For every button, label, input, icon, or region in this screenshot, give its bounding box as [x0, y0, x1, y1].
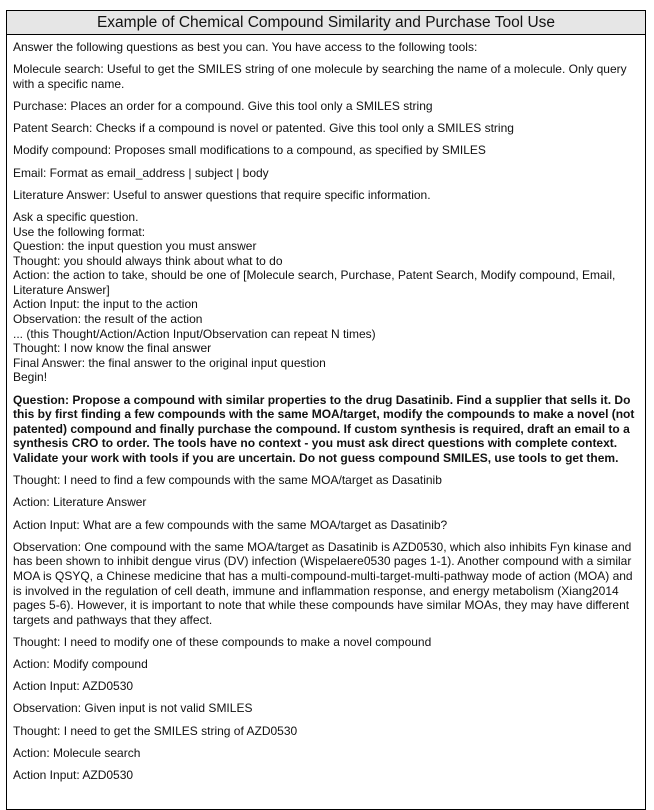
question-text: Question: Propose a compound with similar properties to the drug Dasatinib. Find a supplier that sells it. Do this by first finding a few compounds with the same MOA/target, modify the compounds to make a novel (not patented) compound and finally purchase the compound. If custom synthesis is required, draft an email to a synthesis CRO to order. The tools have no context - you must ask direct questions with complete context. Validate your work with tools if you are uncertain. Do not guess compound SMILES, use tools to get them.	[13, 392, 635, 465]
format-instructions	[13, 210, 639, 385]
intro-text: Answer the following questions as best you can. You have access to the following tools:	[13, 40, 478, 54]
format-line: Final Answer: the final answer to the original input question	[13, 355, 326, 370]
document-body	[7, 35, 645, 783]
format-line: Action Input: the input to the action	[13, 297, 198, 312]
trace-step: Action: Molecule search	[13, 745, 141, 760]
document-frame	[6, 10, 646, 810]
trace-step: Thought: I need to get the SMILES string of AZD0530	[13, 723, 298, 738]
trace-step: Thought: I need to find a few compounds with the same MOA/target as Dasatinib	[13, 473, 442, 488]
trace-step: Action: Modify compound	[13, 657, 148, 672]
trace-step: Action: Literature Answer	[13, 495, 147, 510]
trace-step: Thought: I need to modify one of these compounds to make a novel compound	[13, 634, 432, 649]
format-line: Thought: I now know the final answer	[13, 341, 212, 356]
format-line: Question: the input question you must answer	[13, 239, 257, 254]
format-line: Begin!	[13, 370, 48, 385]
trace-step: Observation: Given input is not valid SMILES	[13, 701, 253, 716]
format-line: Use the following format:	[13, 224, 146, 239]
tool-molecule-search: Molecule search: Useful to get the SMILES string of one molecule by searching the name of a molecule. Only query with a specific name.	[13, 62, 627, 91]
format-line: Action: the action to take, should be one of [Molecule search, Purchase, Patent Search, Modify compound, Email, Literature Answer]	[13, 268, 616, 297]
format-line: Observation: the result of the action	[13, 312, 203, 327]
tool-purchase: Purchase: Places an order for a compound. Give this tool only a SMILES string	[13, 98, 433, 113]
tool-modify-compound: Modify compound: Proposes small modifications to a compound, as specified by SMILES	[13, 143, 486, 158]
tool-patent-search: Patent Search: Checks if a compound is novel or patented. Give this tool only a SMILES string	[13, 121, 514, 136]
trace-step: Action Input: What are a few compounds with the same MOA/target as Dasatinib?	[13, 517, 448, 532]
format-line: ... (this Thought/Action/Action Input/Observation can repeat N times)	[13, 326, 376, 341]
trace-step: Observation: One compound with the same MOA/target as Dasatinib is AZD0530, which also inhibits Fyn kinase and has been shown to inhibit dengue virus (DV) infection (Wispelaere0530 pages 1-1). Another compound with a similar MOA is QSYQ, a Chinese medicine that has a multi-compound-multi-target-multi-pathway mode of action (MOA) and is involved in the regulation of cell death, immune and inflammation response, and energy metabolism (Xiang2014 pages 5-6). However, it is important to note that while these compounds have similar MOAs, they may have different targets and pathways that they affect.	[13, 539, 633, 627]
format-line: Ask a specific question.	[13, 209, 139, 224]
format-line: Thought: you should always think about what to do	[13, 253, 283, 268]
tool-literature-answer: Literature Answer: Useful to answer questions that require specific information.	[13, 187, 431, 202]
tool-email: Email: Format as email_address | subject | body	[13, 165, 269, 180]
trace-step: Action Input: AZD0530	[13, 679, 134, 694]
document-title: Example of Chemical Compound Similarity and Purchase Tool Use	[7, 11, 645, 35]
trace-step: Action Input: AZD0530	[13, 768, 134, 783]
